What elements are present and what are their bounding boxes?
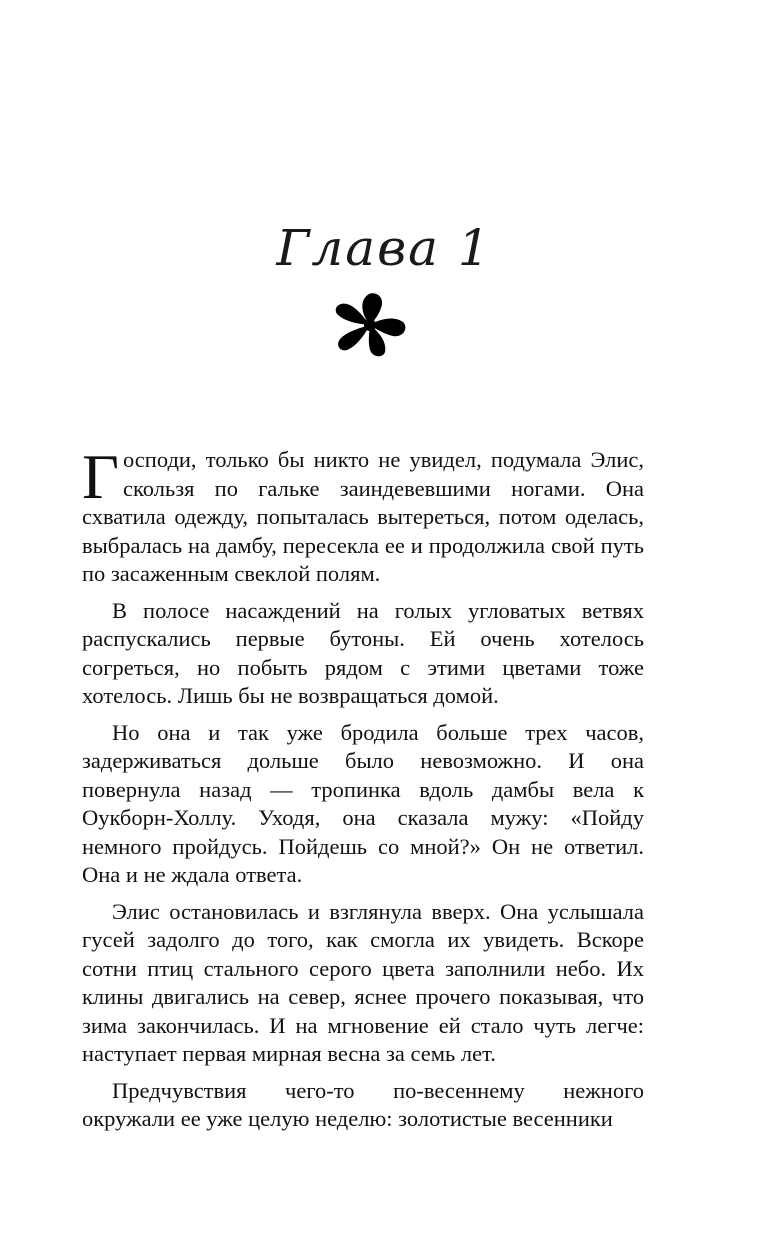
- paragraph: Но она и так уже бродила больше трех часов, задерживаться дольше было невозможно. И она повернула назад — тропинка вдоль дамбы вела к Оукборн-Холлу. Уходя, она сказала мужу: «Пойду немного пройдусь. Пойдешь со мной?» Он не ответил. Она и не ждала ответа.: [82, 719, 644, 887]
- flower-icon: [333, 292, 407, 358]
- opening-text: осподи, только бы никто не увидел, подумала Элис, скользя по гальке заиндевевшими ногами. Она схватила одежду, попыталась вытереться, потом оделась, выбралась на дамбу, пересекла ее и продолжила свой путь по засаженным свеклой полям.: [82, 447, 644, 586]
- paragraph: В полосе насаждений на голых угловатых ветвях распускались первые бутоны. Ей очень хотелось согреться, но побыть рядом с этими цветами тоже хотелось. Лишь бы не возвращаться домой.: [82, 597, 644, 708]
- paragraph: Предчувствия чего-то по-весеннему нежного окружали ее уже целую неделю: золотистые весенники: [82, 1077, 644, 1131]
- paragraph: Элис остановилась и взглянула вверх. Она услышала гусей задолго до того, как смогла их увидеть. Вскоре сотни птиц стального серого цвета заполнили небо. Их клины двигались на север, яснее прочего показывая, что зима закончилась. И на мгновение ей стало чуть легче: наступает первая мирная весна за семь лет.: [82, 898, 644, 1066]
- drop-cap: Г: [82, 441, 119, 512]
- chapter-title: Глава 1: [276, 219, 492, 277]
- chapter-text: [82, 441, 644, 1142]
- paragraph-opening: [82, 441, 644, 589]
